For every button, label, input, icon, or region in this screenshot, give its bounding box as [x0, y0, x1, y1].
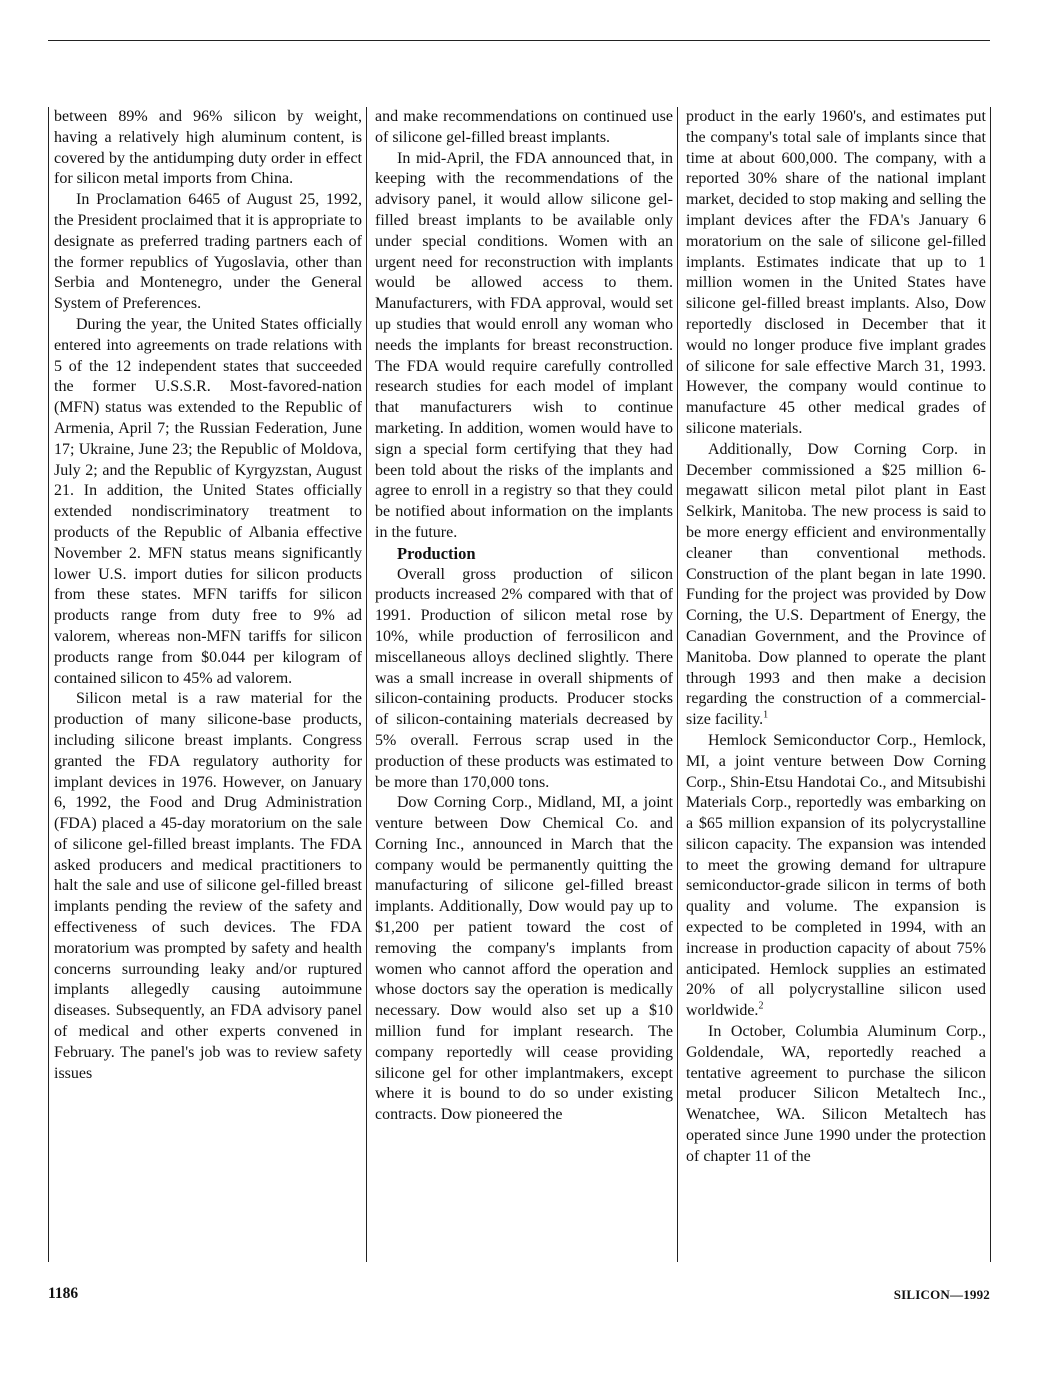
paragraph: During the year, the United States officially entered into agreements on trade relations with 5 of the 12 independent states that succeeded the former U.S.S.R. Most-favored-nation (MFN) status was extended to the Republic of Armenia, April 7; the Russian Federation, June 17; Ukraine, June 23; the Republic of Moldova, July 2; and the Republic of Kyrgyzstan, August 21. In addition, the United States officially extended nondiscriminatory treatment to products of the Republic of Albania effective November 2. MFN status means significantly lower U.S. import duties for silicon products from these states. MFN tariffs for silicon products range from duty free to 9% ad valorem, whereas non-MFN tariffs for silicon products range from $0.044 per kilogram of contained silicon to 45% ad valorem.	[54, 315, 362, 687]
text-column-1	[48, 107, 362, 1262]
paragraph: Silicon metal is a raw material for the production of many silicone-base products, including silicone breast implants. Congress granted the FDA regulatory authority for implant devices in 1976. However, on January 6, 1992, the Food and Drug Administration (FDA) placed a 45-day moratorium on the sale of silicone gel-filled breast implants. The FDA asked producers and medical practitioners to halt the sale and use of silicone gel-filled breast implants pending the review of the safety and effectiveness of such devices. The FDA moratorium was prompted by safety and health concerns surrounding leaky and/or ruptured implants allegedly causing autoimmune diseases. Subsequently, an FDA advisory panel of medical and other experts convened in February. The panel's job was to review safety issues	[54, 690, 362, 1082]
paragraph	[686, 440, 986, 731]
paragraph: In mid-April, the FDA announced that, in keeping with the recommendations of the advisory panel, it would allow silicone gel-filled breast implants to be available only under special conditions. Women with an urgent need for reconstruction with implants would be allowed access to them. Manufacturers, with FDA approval, would set up studies that would enroll any woman who needs the implants for breast reconstruction. The FDA would require carefully controlled research studies for each model of implant that manufacturers wish to continue marketing. In addition, women would have to sign a special form certifying that they had been told about the risks of the implants and agree to enroll in a registry so that they could be notified about information on the implants in the future.	[375, 149, 673, 541]
paragraph: Overall gross production of silicon products increased 2% compared with that of 1991. Production of silicon metal rose by 10%, while production of ferrosilicon and miscellaneous alloys declined slightly. There was a small increase in overall shipments of silicon-containing products. Producer stocks of silicon-containing materials decreased by 5% overall. Ferrous scrap used in the production of these products was estimated to be more than 170,000 tons.	[375, 565, 673, 791]
section-heading: Production	[397, 543, 476, 563]
text-column-3	[677, 107, 991, 1262]
paragraph: Dow Corning Corp., Midland, MI, a joint venture between Dow Chemical Co. and Corning Inc., announced in March that the company would be permanently quitting the manufacturing of silicone gel-filled breast implants. Additionally, Dow would pay up to $1,200 per patient toward the cost of removing the company's implants from women who cannot afford the operation and whose doctors say the operation is medically necessary. Dow would also set up a $10 million fund for implant research. The company reportedly will cease providing silicone gel for other implantmakers, except where it is bound to do so under existing contracts. Dow pioneered the	[375, 794, 673, 1124]
page-number: 1186	[48, 1285, 79, 1302]
text-column-2	[366, 107, 673, 1262]
paragraph: In Proclamation 6465 of August 25, 1992, the President proclaimed that it is appropriate to designate as preferred trading partners each of the former republics of Yugoslavia, other than Serbia and Montenegro, under the General System of Preferences.	[54, 191, 362, 313]
paragraph: between 89% and 96% silicon by weight, having a relatively high aluminum content, is covered by the antidumping duty order in effect for silicon metal imports from China.	[54, 108, 362, 188]
paragraph-text: Additionally, Dow Corning Corp. in December commissioned a $25 million 6-megawatt silicon metal pilot plant in East Selkirk, Manitoba. The new process is said to be more energy efficient and environmentally cleaner than conventional methods. Construction of the plant began in late 1990. Funding for the project was provided by Dow Corning, the U.S. Department of Energy, the Canadian Government, and the Province of Manitoba. Dow planned to operate the plant through 1993 and then make a decision regarding the construction of a commercial-size facility.	[686, 440, 986, 729]
paragraph: In October, Columbia Aluminum Corp., Goldendale, WA, reportedly reached a tentative agreement to purchase the silicon metal producer Silicon Metaltech Inc., Wenatchee, WA. Silicon Metaltech has operated since June 1990 under the protection of chapter 11 of the	[686, 1023, 986, 1165]
footnote-ref: 1	[763, 709, 769, 721]
running-title: SILICON—1992	[893, 1287, 990, 1302]
paragraph: and make recommendations on continued use of silicone gel-filled breast implants.	[375, 108, 673, 146]
paragraph-text: Hemlock Semiconductor Corp., Hemlock, MI, a joint venture between Dow Corning Corp., Shin-Etsu Handotai Co., and Mitsubishi Materials Corp., reportedly was embarking on a $65 million expansion of its polycrystalline silicon capacity. The expansion was intended to meet the growing demand for ultrapure semiconductor-grade silicon in terms of both quality and volume. The expansion is expected to be completed in 1994, with an increase in production capacity of about 75% anticipated. Hemlock supplies an estimated 20% of all polycrystalline silicon used worldwide.	[686, 731, 986, 1020]
header-rule	[48, 40, 990, 41]
paragraph: product in the early 1960's, and estimates put the company's total sale of implants since that time at about 600,000. The company, with a reported 30% share of the national implant market, decided to stop making and selling the implant devices after the FDA's January 6 moratorium on the sale of silicone gel-filled implants. Estimates indicate that up to 1 million women in the United States have silicone gel-filled breast implants. Also, Dow reportedly disclosed in December that it would no longer produce five implant grades of silicone for sale effective March 31, 1993. However, the company would continue to manufacture 45 other medical grades of silicone materials.	[686, 108, 986, 437]
footnote-ref: 2	[758, 1000, 764, 1012]
paragraph	[686, 731, 986, 1022]
